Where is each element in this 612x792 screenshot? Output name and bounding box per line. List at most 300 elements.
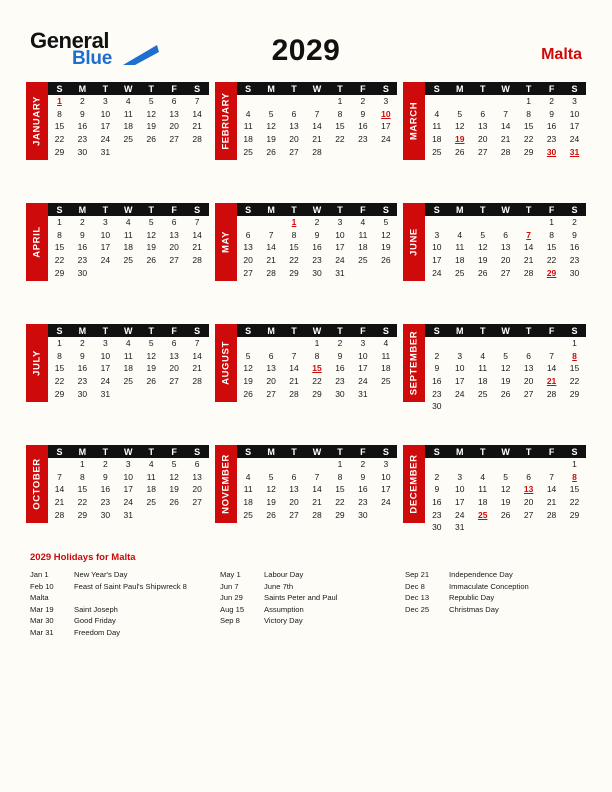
day-cell[interactable]: 30 xyxy=(569,267,580,278)
day-cell[interactable]: 1 xyxy=(314,338,320,349)
day-cell[interactable]: 6 xyxy=(268,350,274,361)
day-cell[interactable]: 22 xyxy=(54,376,65,387)
day-cell[interactable]: 9 xyxy=(314,229,320,240)
day-cell[interactable]: 9 xyxy=(80,229,85,240)
day-cell[interactable]: 31 xyxy=(358,388,368,399)
day-cell[interactable]: 27 xyxy=(289,146,299,157)
day-cell[interactable]: 29 xyxy=(289,267,299,278)
day-cell[interactable]: 25 xyxy=(477,509,488,520)
day-cell[interactable]: 8 xyxy=(57,108,62,119)
day-cell[interactable]: 19 xyxy=(500,497,511,508)
day-cell[interactable]: 19 xyxy=(169,484,179,495)
day-cell[interactable]: 13 xyxy=(169,350,179,361)
day-cell[interactable]: 13 xyxy=(266,363,276,374)
day-cell[interactable]: 10 xyxy=(100,108,111,119)
day-cell[interactable]: 2 xyxy=(549,96,554,107)
day-cell[interactable]: 16 xyxy=(432,497,442,508)
day-cell[interactable]: 19 xyxy=(455,134,465,145)
day-cell[interactable]: 29 xyxy=(523,146,534,157)
day-cell[interactable]: 12 xyxy=(146,350,156,361)
day-cell[interactable]: 28 xyxy=(192,255,202,266)
day-cell[interactable]: 24 xyxy=(335,255,345,266)
day-cell[interactable]: 30 xyxy=(546,146,557,157)
day-cell[interactable]: 10 xyxy=(100,229,111,240)
day-cell[interactable]: 15 xyxy=(54,121,65,132)
day-cell[interactable]: 3 xyxy=(360,338,366,349)
day-cell[interactable]: 31 xyxy=(100,146,111,157)
day-cell[interactable]: 2 xyxy=(360,459,366,470)
day-cell[interactable]: 2 xyxy=(434,350,440,361)
day-cell[interactable]: 8 xyxy=(337,108,343,119)
day-cell[interactable]: 7 xyxy=(291,350,297,361)
day-cell[interactable]: 15 xyxy=(54,363,65,374)
day-cell[interactable]: 7 xyxy=(503,108,509,119)
day-cell[interactable]: 1 xyxy=(57,217,62,228)
day-cell[interactable]: 4 xyxy=(148,459,154,470)
day-cell[interactable]: 10 xyxy=(455,363,465,374)
day-cell[interactable]: 22 xyxy=(289,255,299,266)
day-cell[interactable]: 23 xyxy=(335,376,345,387)
day-cell[interactable]: 21 xyxy=(312,497,322,508)
day-cell[interactable]: 27 xyxy=(243,267,253,278)
day-cell[interactable]: 11 xyxy=(243,484,253,495)
day-cell[interactable]: 8 xyxy=(314,350,320,361)
day-cell[interactable]: 26 xyxy=(169,497,179,508)
day-cell[interactable]: 14 xyxy=(54,484,65,495)
day-cell[interactable]: 14 xyxy=(546,484,557,495)
day-cell[interactable]: 27 xyxy=(169,134,179,145)
day-cell[interactable]: 28 xyxy=(192,376,202,387)
day-cell[interactable]: 18 xyxy=(455,255,465,266)
day-cell[interactable]: 12 xyxy=(266,484,276,495)
day-cell[interactable]: 28 xyxy=(266,267,276,278)
day-cell[interactable]: 30 xyxy=(358,509,368,520)
day-cell[interactable]: 30 xyxy=(77,146,88,157)
day-cell[interactable]: 8 xyxy=(57,229,62,240)
day-cell[interactable]: 14 xyxy=(192,108,202,119)
day-cell[interactable]: 6 xyxy=(526,350,531,361)
day-cell[interactable]: 16 xyxy=(335,363,345,374)
day-cell[interactable]: 9 xyxy=(434,363,440,374)
day-cell[interactable]: 4 xyxy=(457,229,463,240)
day-cell[interactable]: 24 xyxy=(123,497,134,508)
day-cell[interactable]: 7 xyxy=(549,350,554,361)
day-cell[interactable]: 7 xyxy=(549,471,554,482)
day-cell[interactable]: 24 xyxy=(455,509,465,520)
day-cell[interactable]: 22 xyxy=(335,497,345,508)
day-cell[interactable]: 25 xyxy=(358,255,368,266)
day-cell[interactable]: 3 xyxy=(102,96,108,107)
day-cell[interactable]: 30 xyxy=(312,267,322,278)
day-cell[interactable]: 2 xyxy=(337,338,343,349)
day-cell[interactable]: 18 xyxy=(432,134,442,145)
day-cell[interactable]: 28 xyxy=(500,146,511,157)
day-cell[interactable]: 27 xyxy=(477,146,488,157)
day-cell[interactable]: 23 xyxy=(432,388,442,399)
day-cell[interactable]: 9 xyxy=(80,108,85,119)
day-cell[interactable]: 29 xyxy=(54,267,65,278)
day-cell[interactable]: 8 xyxy=(572,350,577,361)
day-cell[interactable]: 25 xyxy=(123,255,134,266)
day-cell[interactable]: 13 xyxy=(523,363,534,374)
day-cell[interactable]: 5 xyxy=(268,108,274,119)
day-cell[interactable]: 11 xyxy=(146,471,156,482)
day-cell[interactable]: 12 xyxy=(500,484,511,495)
day-cell[interactable]: 18 xyxy=(146,484,156,495)
day-cell[interactable]: 16 xyxy=(77,242,88,253)
day-cell[interactable]: 23 xyxy=(77,134,88,145)
day-cell[interactable]: 26 xyxy=(146,255,156,266)
day-cell[interactable]: 24 xyxy=(569,134,580,145)
day-cell[interactable]: 15 xyxy=(335,121,345,132)
day-cell[interactable]: 18 xyxy=(123,363,134,374)
day-cell[interactable]: 6 xyxy=(526,471,531,482)
day-cell[interactable]: 10 xyxy=(381,471,391,482)
day-cell[interactable]: 4 xyxy=(245,471,251,482)
day-cell[interactable]: 23 xyxy=(569,255,580,266)
day-cell[interactable]: 6 xyxy=(245,229,251,240)
day-cell[interactable]: 28 xyxy=(54,509,65,520)
day-cell[interactable]: 6 xyxy=(171,96,177,107)
day-cell[interactable]: 21 xyxy=(500,134,511,145)
day-cell[interactable]: 18 xyxy=(477,376,488,387)
day-cell[interactable]: 25 xyxy=(381,376,391,387)
day-cell[interactable]: 27 xyxy=(289,509,299,520)
day-cell[interactable]: 20 xyxy=(266,376,276,387)
day-cell[interactable]: 16 xyxy=(432,376,442,387)
day-cell[interactable]: 1 xyxy=(572,459,577,470)
day-cell[interactable]: 21 xyxy=(192,242,202,253)
day-cell[interactable]: 23 xyxy=(77,255,88,266)
day-cell[interactable]: 31 xyxy=(455,522,465,533)
day-cell[interactable]: 8 xyxy=(57,350,62,361)
day-cell[interactable]: 29 xyxy=(312,388,322,399)
day-cell[interactable]: 3 xyxy=(102,217,108,228)
day-cell[interactable]: 4 xyxy=(125,217,131,228)
day-cell[interactable]: 1 xyxy=(80,459,85,470)
day-cell[interactable]: 24 xyxy=(100,134,111,145)
day-cell[interactable]: 19 xyxy=(266,497,276,508)
day-cell[interactable]: 15 xyxy=(335,484,345,495)
day-cell[interactable]: 26 xyxy=(266,509,276,520)
day-cell[interactable]: 22 xyxy=(569,497,580,508)
day-cell[interactable]: 18 xyxy=(123,121,134,132)
day-cell[interactable]: 29 xyxy=(546,267,557,278)
day-cell[interactable]: 2 xyxy=(80,217,85,228)
day-cell[interactable]: 21 xyxy=(192,363,202,374)
day-cell[interactable]: 1 xyxy=(291,217,297,228)
day-cell[interactable]: 21 xyxy=(54,497,65,508)
day-cell[interactable]: 22 xyxy=(312,376,322,387)
day-cell[interactable]: 6 xyxy=(194,459,200,470)
day-cell[interactable]: 19 xyxy=(381,242,391,253)
day-cell[interactable]: 23 xyxy=(100,497,111,508)
day-cell[interactable]: 9 xyxy=(80,350,85,361)
day-cell[interactable]: 27 xyxy=(523,509,534,520)
day-cell[interactable]: 7 xyxy=(194,338,200,349)
day-cell[interactable]: 16 xyxy=(77,121,88,132)
day-cell[interactable]: 6 xyxy=(171,217,177,228)
day-cell[interactable]: 10 xyxy=(432,242,442,253)
day-cell[interactable]: 5 xyxy=(148,217,154,228)
day-cell[interactable]: 28 xyxy=(312,146,322,157)
day-cell[interactable]: 24 xyxy=(100,255,111,266)
day-cell[interactable]: 29 xyxy=(77,509,88,520)
day-cell[interactable]: 25 xyxy=(455,267,465,278)
day-cell[interactable]: 13 xyxy=(500,242,511,253)
day-cell[interactable]: 19 xyxy=(243,376,253,387)
day-cell[interactable]: 31 xyxy=(569,146,580,157)
day-cell[interactable]: 14 xyxy=(312,121,322,132)
day-cell[interactable]: 24 xyxy=(455,388,465,399)
day-cell[interactable]: 3 xyxy=(457,471,463,482)
day-cell[interactable]: 15 xyxy=(569,363,580,374)
day-cell[interactable]: 12 xyxy=(169,471,179,482)
day-cell[interactable]: 9 xyxy=(434,484,440,495)
day-cell[interactable]: 21 xyxy=(192,121,202,132)
day-cell[interactable]: 29 xyxy=(569,509,580,520)
day-cell[interactable]: 5 xyxy=(503,350,509,361)
day-cell[interactable]: 23 xyxy=(77,376,88,387)
day-cell[interactable]: 2 xyxy=(80,96,85,107)
day-cell[interactable]: 17 xyxy=(569,121,580,132)
day-cell[interactable]: 1 xyxy=(337,459,343,470)
day-cell[interactable]: 14 xyxy=(192,350,202,361)
day-cell[interactable]: 5 xyxy=(171,459,177,470)
day-cell[interactable]: 29 xyxy=(54,146,65,157)
day-cell[interactable]: 13 xyxy=(169,229,179,240)
day-cell[interactable]: 5 xyxy=(148,96,154,107)
day-cell[interactable]: 3 xyxy=(457,350,463,361)
day-cell[interactable]: 24 xyxy=(381,134,391,145)
day-cell[interactable]: 9 xyxy=(337,350,343,361)
day-cell[interactable]: 11 xyxy=(432,121,442,132)
day-cell[interactable]: 26 xyxy=(146,134,156,145)
day-cell[interactable]: 16 xyxy=(100,484,111,495)
day-cell[interactable]: 26 xyxy=(266,146,276,157)
day-cell[interactable]: 29 xyxy=(54,388,65,399)
day-cell[interactable]: 1 xyxy=(337,96,343,107)
day-cell[interactable]: 20 xyxy=(523,376,534,387)
day-cell[interactable]: 24 xyxy=(381,497,391,508)
day-cell[interactable]: 17 xyxy=(432,255,442,266)
day-cell[interactable]: 8 xyxy=(291,229,297,240)
day-cell[interactable]: 13 xyxy=(192,471,202,482)
day-cell[interactable]: 28 xyxy=(289,388,299,399)
day-cell[interactable]: 15 xyxy=(523,121,534,132)
day-cell[interactable]: 10 xyxy=(100,350,111,361)
day-cell[interactable]: 26 xyxy=(381,255,391,266)
day-cell[interactable]: 4 xyxy=(245,108,251,119)
day-cell[interactable]: 15 xyxy=(289,242,299,253)
day-cell[interactable]: 18 xyxy=(358,242,368,253)
day-cell[interactable]: 15 xyxy=(546,242,557,253)
day-cell[interactable]: 6 xyxy=(171,338,177,349)
day-cell[interactable]: 26 xyxy=(243,388,253,399)
day-cell[interactable]: 28 xyxy=(546,388,557,399)
day-cell[interactable]: 12 xyxy=(381,229,391,240)
day-cell[interactable]: 20 xyxy=(289,497,299,508)
day-cell[interactable]: 11 xyxy=(123,229,133,240)
day-cell[interactable]: 22 xyxy=(523,134,534,145)
day-cell[interactable]: 5 xyxy=(480,229,486,240)
day-cell[interactable]: 8 xyxy=(549,229,554,240)
day-cell[interactable]: 26 xyxy=(500,388,511,399)
day-cell[interactable]: 19 xyxy=(266,134,276,145)
day-cell[interactable]: 14 xyxy=(312,484,322,495)
day-cell[interactable]: 10 xyxy=(335,229,345,240)
day-cell[interactable]: 10 xyxy=(358,350,368,361)
day-cell[interactable]: 28 xyxy=(312,509,322,520)
day-cell[interactable]: 16 xyxy=(77,363,88,374)
day-cell[interactable]: 2 xyxy=(434,471,440,482)
day-cell[interactable]: 25 xyxy=(477,388,488,399)
day-cell[interactable]: 8 xyxy=(80,471,85,482)
day-cell[interactable]: 22 xyxy=(546,255,557,266)
day-cell[interactable]: 17 xyxy=(100,242,111,253)
day-cell[interactable]: 7 xyxy=(194,217,200,228)
day-cell[interactable]: 1 xyxy=(526,96,531,107)
day-cell[interactable]: 23 xyxy=(358,497,368,508)
day-cell[interactable]: 1 xyxy=(549,217,554,228)
day-cell[interactable]: 19 xyxy=(477,255,488,266)
day-cell[interactable]: 14 xyxy=(546,363,557,374)
day-cell[interactable]: 17 xyxy=(335,242,345,253)
day-cell[interactable]: 14 xyxy=(500,121,511,132)
day-cell[interactable]: 17 xyxy=(358,363,368,374)
day-cell[interactable]: 24 xyxy=(432,267,442,278)
day-cell[interactable]: 7 xyxy=(526,229,531,240)
day-cell[interactable]: 17 xyxy=(381,484,391,495)
day-cell[interactable]: 31 xyxy=(100,388,111,399)
day-cell[interactable]: 13 xyxy=(243,242,253,253)
day-cell[interactable]: 6 xyxy=(291,108,297,119)
day-cell[interactable]: 21 xyxy=(289,376,299,387)
day-cell[interactable]: 3 xyxy=(434,229,440,240)
day-cell[interactable]: 25 xyxy=(432,146,442,157)
day-cell[interactable]: 27 xyxy=(266,388,276,399)
day-cell[interactable]: 8 xyxy=(572,471,577,482)
day-cell[interactable]: 14 xyxy=(266,242,276,253)
day-cell[interactable]: 4 xyxy=(125,96,131,107)
day-cell[interactable]: 9 xyxy=(360,108,366,119)
day-cell[interactable]: 10 xyxy=(381,108,391,119)
day-cell[interactable]: 9 xyxy=(102,471,108,482)
day-cell[interactable]: 7 xyxy=(194,96,200,107)
day-cell[interactable]: 18 xyxy=(243,497,253,508)
day-cell[interactable]: 20 xyxy=(169,363,179,374)
day-cell[interactable]: 4 xyxy=(383,338,389,349)
day-cell[interactable]: 20 xyxy=(500,255,511,266)
day-cell[interactable]: 4 xyxy=(360,217,366,228)
day-cell[interactable]: 30 xyxy=(432,401,442,412)
day-cell[interactable]: 3 xyxy=(383,96,389,107)
day-cell[interactable]: 5 xyxy=(457,108,463,119)
day-cell[interactable]: 20 xyxy=(169,242,179,253)
day-cell[interactable]: 3 xyxy=(383,459,389,470)
day-cell[interactable]: 18 xyxy=(381,363,391,374)
day-cell[interactable]: 12 xyxy=(266,121,276,132)
day-cell[interactable]: 11 xyxy=(455,242,465,253)
day-cell[interactable]: 12 xyxy=(243,363,253,374)
day-cell[interactable]: 16 xyxy=(546,121,557,132)
day-cell[interactable]: 2 xyxy=(572,217,577,228)
day-cell[interactable]: 10 xyxy=(569,108,580,119)
day-cell[interactable]: 13 xyxy=(169,108,179,119)
day-cell[interactable]: 20 xyxy=(169,121,179,132)
day-cell[interactable]: 23 xyxy=(358,134,368,145)
day-cell[interactable]: 1 xyxy=(572,338,577,349)
day-cell[interactable]: 29 xyxy=(569,388,580,399)
day-cell[interactable]: 27 xyxy=(169,255,179,266)
day-cell[interactable]: 24 xyxy=(358,376,368,387)
day-cell[interactable]: 26 xyxy=(500,509,511,520)
day-cell[interactable]: 27 xyxy=(500,267,511,278)
day-cell[interactable]: 14 xyxy=(289,363,299,374)
day-cell[interactable]: 5 xyxy=(383,217,389,228)
day-cell[interactable]: 20 xyxy=(523,497,534,508)
day-cell[interactable]: 31 xyxy=(335,267,345,278)
day-cell[interactable]: 13 xyxy=(289,121,299,132)
day-cell[interactable]: 2 xyxy=(102,459,108,470)
day-cell[interactable]: 25 xyxy=(123,376,134,387)
day-cell[interactable]: 19 xyxy=(146,363,156,374)
day-cell[interactable]: 10 xyxy=(455,484,465,495)
day-cell[interactable]: 5 xyxy=(503,471,509,482)
day-cell[interactable]: 30 xyxy=(77,388,88,399)
day-cell[interactable]: 28 xyxy=(523,267,534,278)
day-cell[interactable]: 26 xyxy=(455,146,465,157)
day-cell[interactable]: 27 xyxy=(192,497,202,508)
day-cell[interactable]: 18 xyxy=(243,134,253,145)
day-cell[interactable]: 7 xyxy=(314,108,320,119)
day-cell[interactable]: 11 xyxy=(123,350,133,361)
day-cell[interactable]: 5 xyxy=(148,338,154,349)
day-cell[interactable]: 30 xyxy=(100,509,111,520)
day-cell[interactable]: 16 xyxy=(358,484,368,495)
day-cell[interactable]: 20 xyxy=(243,255,253,266)
day-cell[interactable]: 2 xyxy=(80,338,85,349)
day-cell[interactable]: 2 xyxy=(314,217,320,228)
day-cell[interactable]: 9 xyxy=(360,471,366,482)
day-cell[interactable]: 23 xyxy=(546,134,557,145)
day-cell[interactable]: 7 xyxy=(268,229,274,240)
day-cell[interactable]: 3 xyxy=(102,338,108,349)
day-cell[interactable]: 6 xyxy=(480,108,486,119)
day-cell[interactable]: 7 xyxy=(314,471,320,482)
day-cell[interactable]: 28 xyxy=(192,134,202,145)
day-cell[interactable]: 13 xyxy=(523,484,534,495)
day-cell[interactable]: 18 xyxy=(477,497,488,508)
day-cell[interactable]: 27 xyxy=(169,376,179,387)
day-cell[interactable]: 6 xyxy=(291,471,297,482)
day-cell[interactable]: 24 xyxy=(100,376,111,387)
day-cell[interactable]: 25 xyxy=(243,146,253,157)
day-cell[interactable]: 4 xyxy=(434,108,440,119)
day-cell[interactable]: 4 xyxy=(125,338,131,349)
day-cell[interactable]: 2 xyxy=(360,96,366,107)
day-cell[interactable]: 20 xyxy=(477,134,488,145)
day-cell[interactable]: 21 xyxy=(312,134,322,145)
day-cell[interactable]: 19 xyxy=(146,121,156,132)
day-cell[interactable]: 22 xyxy=(54,134,65,145)
day-cell[interactable]: 29 xyxy=(335,509,345,520)
day-cell[interactable]: 14 xyxy=(192,229,202,240)
day-cell[interactable]: 1 xyxy=(57,338,62,349)
day-cell[interactable]: 3 xyxy=(572,96,577,107)
day-cell[interactable]: 15 xyxy=(569,484,580,495)
day-cell[interactable]: 9 xyxy=(549,108,554,119)
